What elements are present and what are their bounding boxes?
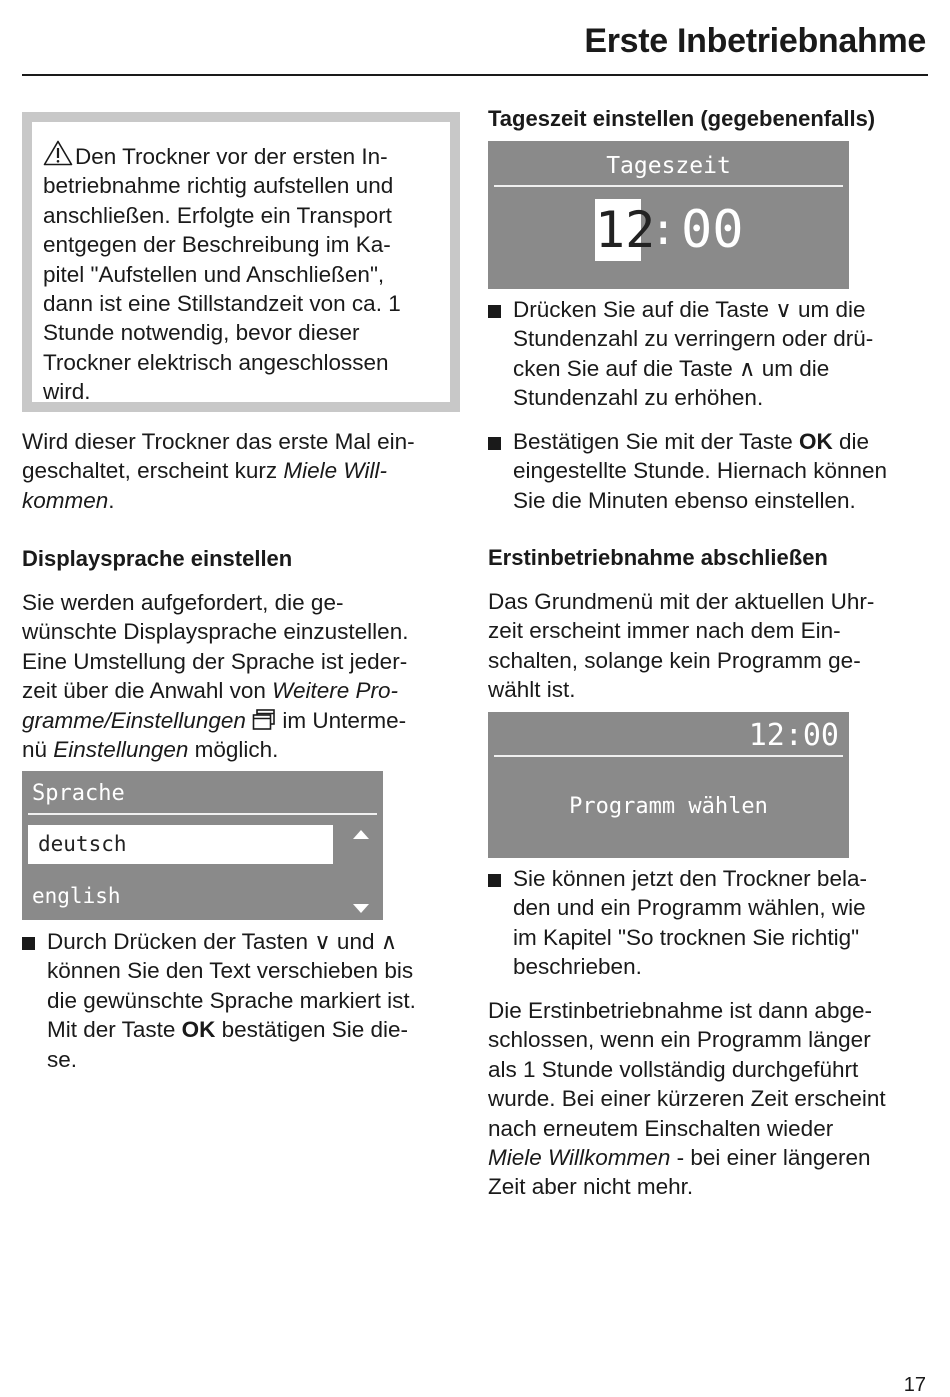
display-language-paragraph: Sie werden aufgefordert, die ge- wünschte Displaysprache einzustellen. Eine Umstellung der Sprache ist jeder- zeit über die Anwahl von Weitere Pro- gramme/Einstellungen im Unterme- nü Einstellungen möglich.: [22, 590, 409, 763]
warning-content: [32, 122, 450, 405]
clock-display: 12:00: [748, 718, 839, 753]
warning-triangle-icon: [43, 140, 73, 166]
section-heading-displaysprache: Displaysprache einstellen: [22, 546, 293, 571]
intro-paragraph: Wird dieser Trockner das erste Mal ein- geschaltet, erscheint kurz Miele Will- kommen.: [22, 429, 415, 513]
triangle-down-icon: [352, 900, 370, 919]
final-paragraph: Die Erstinbetriebnahme ist dann abge- schlossen, wenn ein Programm länger als 1 Stunde vollständig durchgeführt wurde. Bei einer kürzeren Zeit erscheint nach erneutem Einschalten wieder Miele Willkommen - bei einer längeren Zeit aber nicht mehr.: [488, 998, 886, 1200]
list-item: Drücken Sie auf die Taste ∨ um die Stundenzahl zu verringern oder drü- cken Sie auf die Taste ∧ um die Stundenzahl zu erhöhen.: [488, 295, 928, 413]
minute-value[interactable]: 00: [681, 200, 744, 260]
list-item: Sie können jetzt den Trockner bela- den und ein Programm wählen, wie im Kapitel "So trocknen Sie richtig" beschrieben.: [488, 864, 928, 982]
warning-box: [22, 112, 460, 412]
warning-line: anschließen. Erfolgte ein Transport: [43, 202, 392, 228]
language-option-selected[interactable]: deutsch: [28, 825, 333, 864]
list-item: Bestätigen Sie mit der Taste OK die eingestellte Stunde. Hiernach können Sie die Minuten ebenso einstellen.: [488, 427, 928, 515]
warning-line: betriebnahme richtig aufstellen und: [43, 173, 394, 199]
page-title: Erste Inbetriebnahme: [584, 22, 926, 60]
language-display-screen: [22, 771, 383, 920]
warning-line: entgegen der Beschreibung im Ka-: [43, 232, 391, 258]
screen-title: Tageszeit: [606, 153, 731, 179]
warning-line: Stunde notwendig, bevor dieser: [43, 320, 360, 346]
warning-line: Trockner elektrisch angeschlossen: [43, 349, 389, 375]
bullet-square: [488, 874, 501, 887]
bullet-square: [488, 305, 501, 318]
triangle-up-icon: [352, 826, 370, 845]
page-number: 17: [903, 1374, 926, 1396]
screen-title: Sprache: [32, 781, 125, 806]
header-rule: [22, 74, 928, 76]
program-select-label[interactable]: Programm wählen: [569, 794, 768, 819]
warning-line: Den Trockner vor der ersten In-: [75, 144, 388, 169]
main-menu-display-screen: [488, 712, 849, 858]
section-heading-abschliessen: Erstinbetriebnahme abschließen: [488, 545, 828, 570]
program-settings-icon: [252, 709, 276, 731]
finish-paragraph: Das Grundmenü mit der aktuellen Uhr- zeit erscheint immer nach dem Ein- schalten, solange kein Programm ge- wählt ist.: [488, 589, 875, 703]
warning-line: pitel "Aufstellen und Anschließen",: [43, 261, 385, 287]
warning-line: dann ist eine Stillstandzeit von ca. 1: [43, 291, 401, 317]
section-heading-tageszeit: Tageszeit einstellen (gegebenenfalls): [488, 106, 876, 131]
bullet-square: [22, 937, 35, 950]
language-option[interactable]: english: [32, 884, 121, 908]
bullet-square: [488, 437, 501, 450]
warning-line: wird.: [43, 379, 91, 405]
time-display-screen: [488, 141, 849, 289]
hour-value-selected[interactable]: 12: [595, 201, 656, 259]
list-item: Durch Drücken der Tasten ∨ und ∧ können Sie den Text verschieben bis die gewünschte Sprache markiert ist. Mit der Taste OK bestätigen Sie die- se.: [22, 927, 462, 1074]
time-separator: :: [650, 204, 677, 255]
